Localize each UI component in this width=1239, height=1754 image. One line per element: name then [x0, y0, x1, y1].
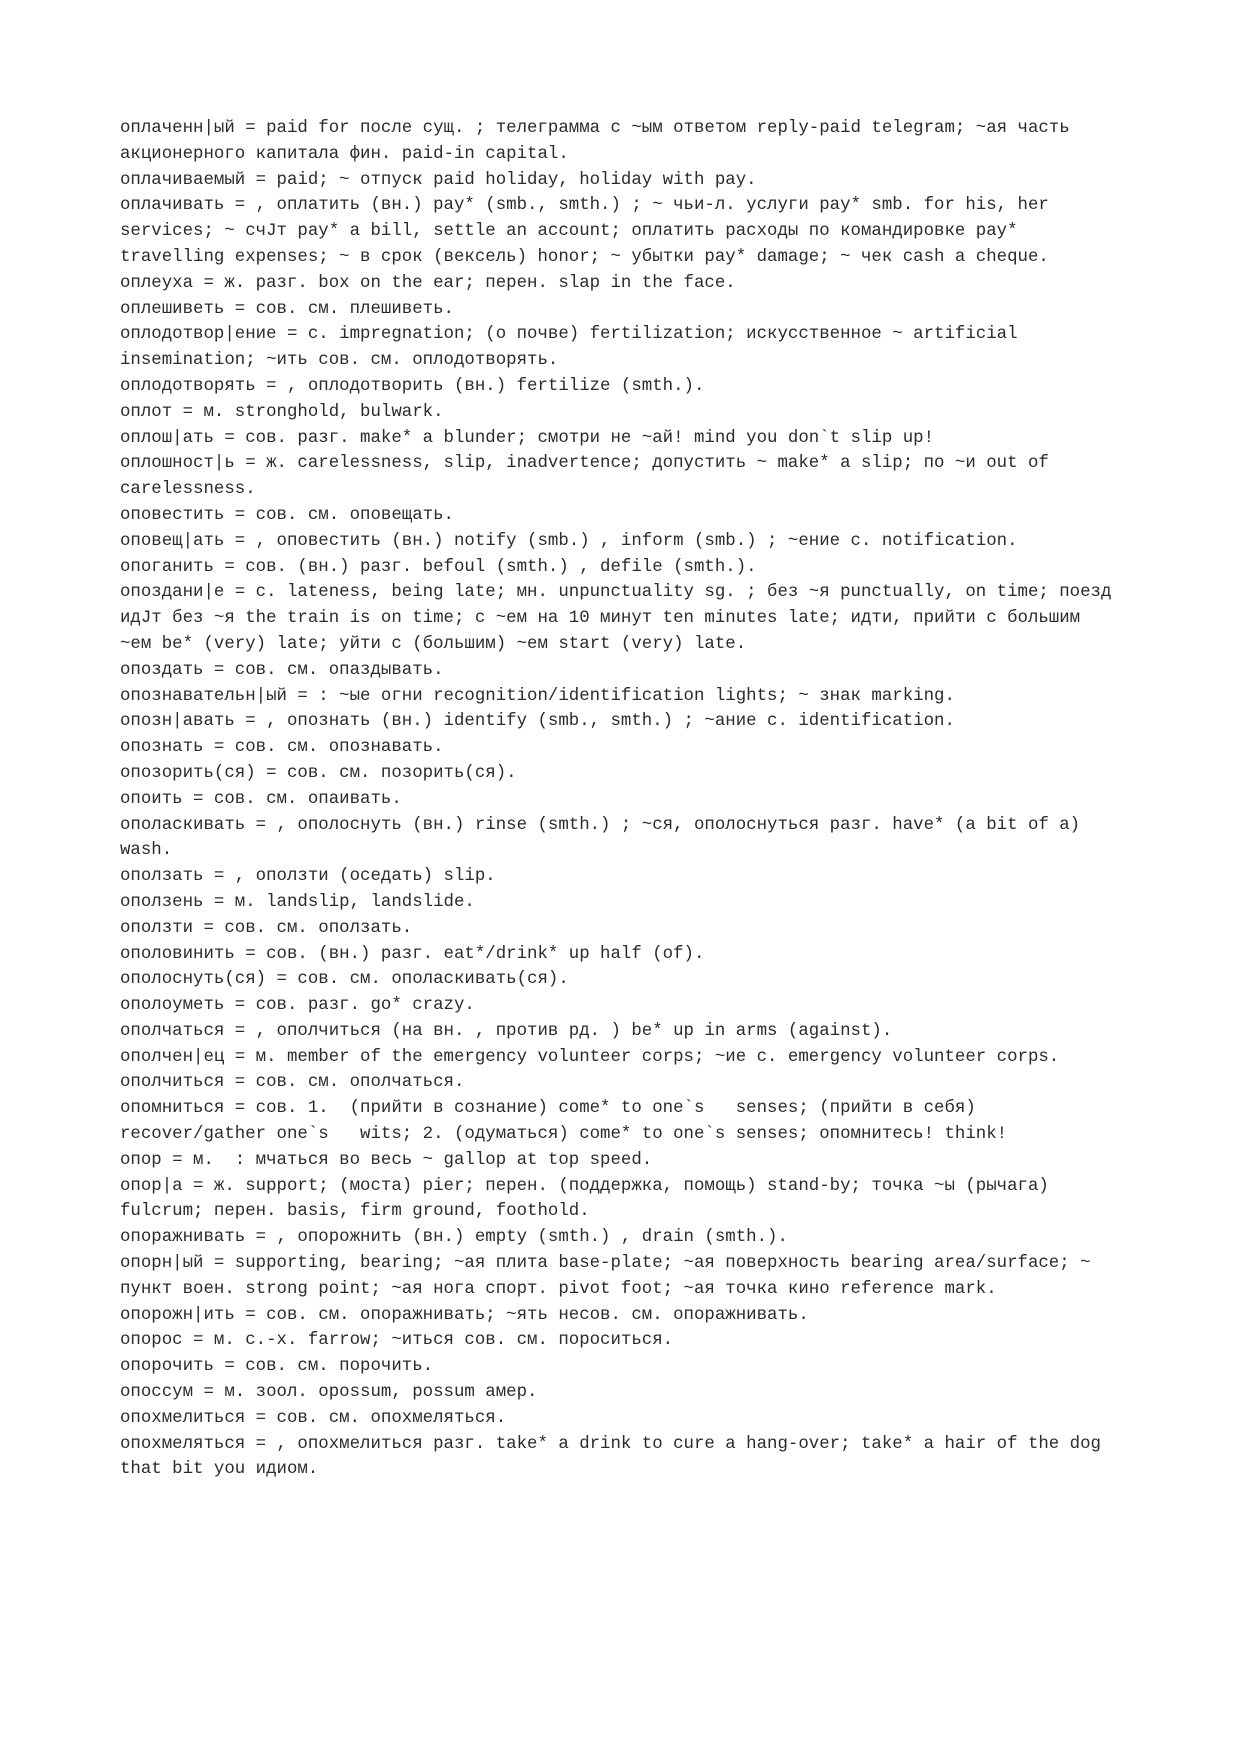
dictionary-entry: оплачиваемый = paid; ~ отпуск paid holiday, holiday with pay.: [120, 170, 757, 190]
dictionary-entry: ополаскивать = , ополоснуть (вн.) rinse (smth.) ; ~ся, ополоснуться разг. have* (a bit of a) wash.: [120, 815, 1091, 861]
dictionary-entry: ополоснуть(ся) = сов. см. ополаскивать(ся).: [120, 970, 569, 990]
dictionary-entry: оплошност|ь = ж. carelessness, slip, inadvertence; допустить ~ make* a slip; по ~и out of carelessness.: [120, 454, 1060, 500]
dictionary-page: [120, 116, 1120, 1483]
dictionary-entry: оползти = сов. см. оползать.: [120, 918, 413, 938]
dictionary-entry: оплешиветь = сов. см. плешиветь.: [120, 299, 454, 319]
dictionary-entry: опоссум = м. зоол. opossum, possum амер.: [120, 1383, 538, 1403]
dictionary-entry: опознать = сов. см. опознавать.: [120, 738, 444, 758]
dictionary-entry: оплодотвор|ение = с. impregnation; (о почве) fertilization; искусственное ~ artificial insemination; ~ить сов. см. оплодотворять.: [120, 325, 1028, 371]
dictionary-entry: опоганить = сов. (вн.) разг. befoul (smth.) , defile (smth.).: [120, 557, 757, 577]
dictionary-entry: оплодотворять = , оплодотворить (вн.) fertilize (smth.).: [120, 376, 705, 396]
dictionary-entry: оплош|ать = сов. разг. make* a blunder; смотри не ~ай! mind you don`t slip up!: [120, 428, 935, 448]
dictionary-entry: опомниться = сов. 1. (прийти в сознание) come* to one`s senses; (прийти в себя) recover/gather one`s wits; 2. (одуматься) come* to one`s senses; опомнитесь! think!: [120, 1099, 1008, 1145]
dictionary-entry: опозорить(ся) = сов. см. позорить(ся).: [120, 763, 517, 783]
dictionary-entry: опохмеляться = , опохмелиться разг. take* a drink to cure a hang-over; take* a hair of the dog that bit you идиом.: [120, 1434, 1112, 1480]
dictionary-entry: оплачивать = , оплатить (вн.) pay* (smb., smth.) ; ~ чьи-л. услуги pay* smb. for his, her services; ~ счЈт pay* a bill, settle an account; оплатить расходы по командировке pay* travelling expenses; ~ в срок (вексель) honor; ~ убытки pay* damage; ~ чек cash a cheque.: [120, 196, 1060, 267]
dictionary-entry: опорн|ый = supporting, bearing; ~ая плита base-plate; ~ая поверхность bearing area/surface; ~ пункт воен. strong point; ~ая нога спорт. pivot foot; ~ая точка кино reference mark.: [120, 1254, 1101, 1299]
dictionary-entry: ополчаться = , ополчиться (на вн. , против рд. ) be* up in arms (against).: [120, 1021, 893, 1041]
dictionary-entry: опоздани|е = с. lateness, being late; мн. unpunctuality sg. ; без ~я punctually, on time; поезд идЈт без ~я the train is on time; с ~ем на 10 минут ten minutes late; идти, прийти с большим ~ем be* (very) late; уйти с (большим) ~ем start (very) late.: [120, 583, 1122, 654]
dictionary-entry: опознавательн|ый = : ~ые огни recognition/identification lights; ~ знак marking.: [120, 686, 955, 706]
dictionary-entry: ополчиться = сов. см. ополчаться.: [120, 1073, 465, 1093]
dictionary-entry: опозн|авать = , опознать (вн.) identify (smb., smth.) ; ~ание с. identification.: [120, 712, 955, 732]
dictionary-entry: оповестить = сов. см. оповещать.: [120, 505, 454, 525]
dictionary-entry: ополчен|ец = м. member of the emergency volunteer corps; ~ие с. emergency volunteer corps.: [120, 1047, 1060, 1067]
dictionary-entry: опоздать = сов. см. опаздывать.: [120, 660, 444, 680]
dictionary-entry: опорочить = сов. см. порочить.: [120, 1357, 434, 1377]
dictionary-entry: опор|а = ж. support; (моста) pier; перен. (поддержка, помощь) stand-by; точка ~ы (рычага) fulcrum; перен. basis, firm ground, foothold.: [120, 1176, 1060, 1222]
dictionary-entry: опорожн|ить = сов. см. опоражнивать; ~ять несов. см. опоражнивать.: [120, 1305, 809, 1325]
dictionary-entry: оползать = , оползти (оседать) slip.: [120, 867, 496, 887]
dictionary-entry: опоражнивать = , опорожнить (вн.) empty (smth.) , drain (smth.).: [120, 1228, 788, 1248]
dictionary-entry: ополовинить = сов. (вн.) разг. eat*/drink* up half (of).: [120, 944, 705, 964]
dictionary-entry: оплот = м. stronghold, bulwark.: [120, 402, 444, 422]
dictionary-entry: опор = м. : мчаться во весь ~ gallop at top speed.: [120, 1150, 653, 1170]
dictionary-entry: опорос = м. с.-х. farrow; ~иться сов. см. пороситься.: [120, 1331, 674, 1351]
dictionary-entry: оповещ|ать = , оповестить (вн.) notify (smb.) , inform (smb.) ; ~ение с. notification.: [120, 531, 1018, 551]
dictionary-entry: оплеуха = ж. разг. box on the ear; перен. slap in the face.: [120, 273, 736, 293]
dictionary-entry: опохмелиться = сов. см. опохмеляться.: [120, 1408, 507, 1428]
dictionary-entry: опоить = сов. см. опаивать.: [120, 789, 402, 809]
dictionary-entry: оползень = м. landslip, landslide.: [120, 892, 475, 912]
dictionary-entry: ополоуметь = сов. разг. go* crazy.: [120, 996, 475, 1016]
dictionary-entry: оплаченн|ый = paid for после сущ. ; телеграмма с ~ым ответом reply-paid telegram; ~ая часть акционерного капитала фин. paid-in capital.: [120, 119, 1081, 164]
